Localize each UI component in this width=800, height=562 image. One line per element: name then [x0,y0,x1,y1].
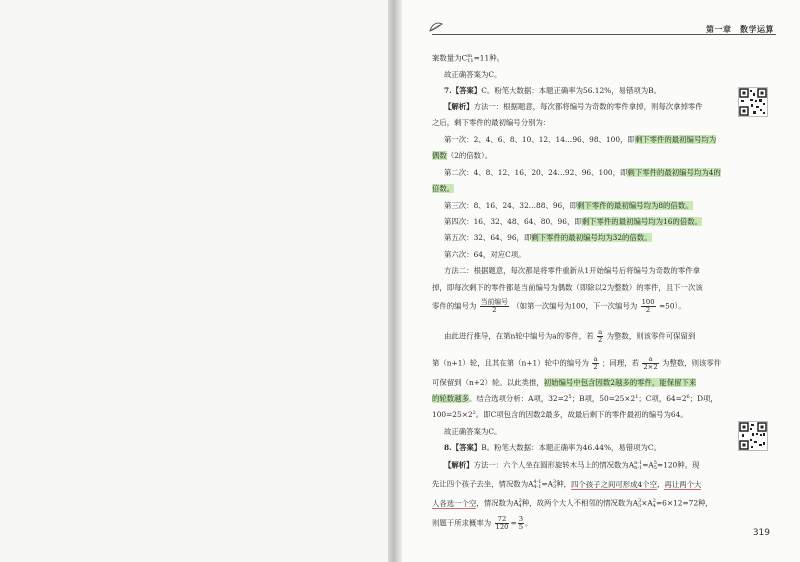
text-line: 方法二：根据题意，每次都是将零件重新从1开始编号后将编号为奇数的零件拿 [444,266,700,275]
text-line: 零件的编号为 $\frac{\text{当前编号}}{2}$ （如第一次编号为100，下一次编号为 $\frac{100}{2}$ =50）。 [432,298,686,315]
text-line: 第一次：2、4、6、8、10、12、14…96、98、100，即剩下零件的最初编号均为 [444,135,717,144]
left-blank-page [0,0,388,562]
analysis-line: 【解析】方法一：六个人坐在圆形旋转木马上的情况数为A n-1 n-1 =A 5 5 =120种。现 [444,460,700,471]
text-line: 第四次：16、32、48、64、80、96，即剩下零件的最初编号均为16的倍数。 [444,217,702,226]
text-line: 则题干所求概率为 $\frac{72}{120}$ = $\frac{3}{5}$ 。 [432,515,533,532]
answer-line: 8.【答案】B。粉笔大数据：本题正确率为46.44%，易错项为C。 [444,443,661,452]
fraction: $\frac{3}{5}$ [518,515,524,532]
text-line: 先让四个孩子去坐，情况数为A 4-1 4-1 =A 3 3 种，四个孩子之间可形成4个空，再让两个大 [432,479,702,490]
analysis-line: 【解析】方法一：根据题意，每次都将编号为奇数的零件拿掉，则每次拿掉零件 [444,102,703,111]
fraction: $\frac{100}{2}$ [641,298,655,315]
right-page [402,0,800,562]
text-line: 案数量为C m 11 =11种。 [432,53,504,64]
text-line: 第六次：64，对应C项。 [444,250,526,259]
page-number: 319 [752,528,770,538]
text-line: 故正确答案为C。 [444,70,502,79]
book-spine [388,0,402,562]
fraction: $\frac{a}{2}$ [593,355,598,372]
fraction: $\frac{72}{120}$ [495,515,509,532]
text-line: 偶数（2的倍数）。 [432,151,493,160]
text-line: 人各选一个空，情况数为A 2 4 种，故两个大人不相邻的情况数为A 3 3 ×A 2 4 =6×12=72种， [432,498,713,509]
text-line: 可保留到（n+2）轮。以此类推，初始编号中包含因数2越多的零件，能保留下来 [432,378,697,387]
qr-code-icon[interactable] [738,87,768,117]
text-line: 的轮数越多。结合选项分析：A项，$32=2^5$；B项，$50=25\times 2^1$；C项，$64=2^6$；D项， [432,394,718,403]
leaf-icon [428,21,444,33]
qr-code-icon[interactable] [738,421,768,451]
fraction: $\frac{\text{当前编号}}{2}$ [480,298,508,315]
text-line: 之后，剩下零件的最初编号分别为： [432,118,551,127]
text-line: 倍数。 [432,184,455,193]
chapter-title: 第一章 数学运算 [706,25,774,34]
text-line: 掉，即每次剩下的零件都是当前编号为偶数（即除以2为整数）的零件，且下一次该 [432,283,703,292]
fraction: $\frac{a}{2\times 2}$ [643,355,658,372]
text-line: 第三次：8、16、24、32…88、96，即剩下零件的最初编号均为8的倍数。 [444,201,693,210]
answer-line: 7.【答案】C。粉笔大数据：本题正确率为56.12%，易错项为B。 [444,86,661,95]
text-line: 由此进行推导，在第n轮中编号为a的零件，若 $\frac{a}{2}$ 为整数，则该零件可保留到 [444,328,696,345]
text-line: 第二次：4、8、12、16、20、24…92、96、100，即剩下零件的最初编号均为4的 [444,168,721,177]
fraction: $\frac{a}{2}$ [597,328,603,345]
text-line: 故正确答案为C。 [444,427,502,436]
text-line: 第五次：32、64、96，即剩下零件的最初编号均为32的倍数。 [444,233,652,242]
text-line: 第（n+1）轮，且其在第（n+1）轮中的编号为 $\frac{a}{2}$ ；同理，若 $\frac{a}{2\times 2}$ 为整数，则该零件 [432,355,722,372]
text-line: $100=25\times 2^2$。即C项包含的因数2最多，故最后剩下的零件最初的编号为64。 [432,410,688,419]
